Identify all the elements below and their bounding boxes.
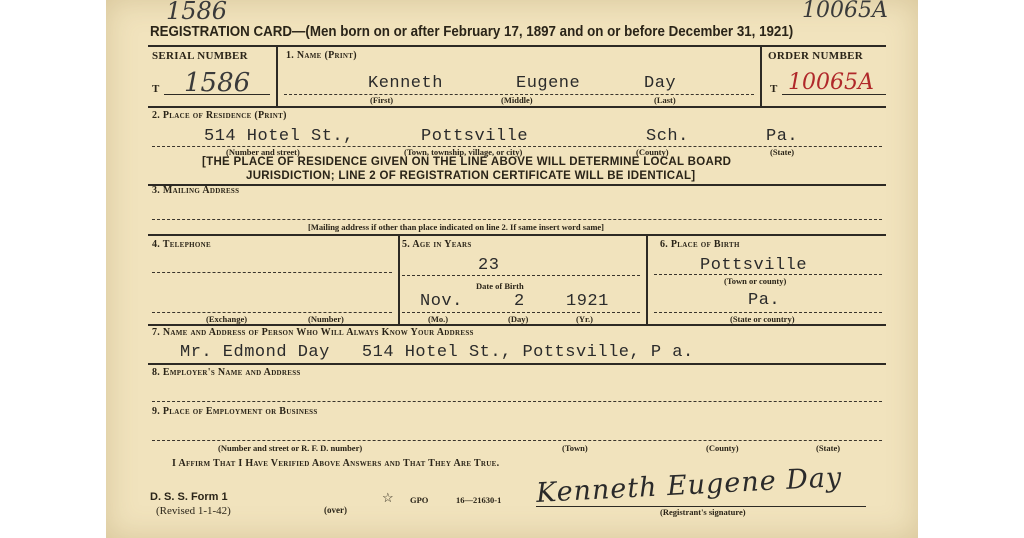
residence-county: Sch. bbox=[646, 127, 689, 146]
divider bbox=[148, 324, 886, 326]
mailing-label: 3. Mailing Address bbox=[152, 185, 240, 196]
divider bbox=[654, 312, 882, 313]
name-middle: Eugene bbox=[516, 74, 581, 93]
divider bbox=[782, 94, 886, 95]
gpo-number: 16—21630-1 bbox=[456, 495, 502, 505]
form-number: D. S. S. Form 1 bbox=[150, 491, 228, 503]
age-value: 23 bbox=[478, 256, 500, 275]
dob-day-caption: (Day) bbox=[508, 314, 529, 324]
divider bbox=[152, 312, 392, 313]
dob-day: 2 bbox=[514, 292, 525, 311]
name-first: Kenneth bbox=[368, 74, 443, 93]
employment-town-caption: (Town) bbox=[562, 443, 588, 453]
serial-value: 1586 bbox=[184, 68, 251, 98]
employment-county-caption: (County) bbox=[706, 443, 739, 453]
birthplace-town: Pottsville bbox=[700, 256, 808, 275]
handwritten-order-top: 10065A bbox=[802, 0, 888, 23]
divider bbox=[398, 234, 400, 324]
name-first-caption: (First) bbox=[370, 95, 394, 105]
divider bbox=[152, 272, 392, 273]
name-middle-caption: (Middle) bbox=[501, 95, 533, 105]
birthplace-state-caption: (State or country) bbox=[730, 314, 795, 324]
employment-street-caption: (Number and street or R. F. D. number) bbox=[218, 443, 363, 453]
residence-county-caption: (County) bbox=[636, 147, 669, 157]
telephone-exchange-caption: (Exchange) bbox=[206, 314, 248, 324]
employment-label: 9. Place of Employment or Business bbox=[152, 406, 318, 417]
contact-label: 7. Name and Address of Person Who Will Always Know Your Address bbox=[152, 327, 474, 338]
over-note: (over) bbox=[324, 505, 347, 515]
divider bbox=[148, 234, 886, 236]
dob-label: Date of Birth bbox=[476, 281, 524, 291]
telephone-label: 4. Telephone bbox=[152, 239, 211, 250]
divider bbox=[646, 234, 648, 324]
contact-value: Mr. Edmond Day 514 Hotel St., Pottsville, P a. bbox=[180, 343, 694, 362]
star-icon: ☆ bbox=[382, 490, 394, 505]
residence-street: 514 Hotel St., bbox=[204, 127, 354, 146]
handwritten-serial-top: 1586 bbox=[166, 0, 228, 25]
order-label: ORDER NUMBER bbox=[768, 50, 863, 62]
card-title-row bbox=[150, 24, 793, 40]
registrant-signature: Kenneth Eugene Day bbox=[535, 462, 843, 509]
order-prefix: T bbox=[770, 83, 778, 95]
telephone-number-caption: (Number) bbox=[308, 314, 344, 324]
affirmation: I Affirm That I Have Verified Above Answers and That They Are True. bbox=[172, 458, 500, 469]
registration-card bbox=[106, 0, 918, 538]
residence-label: 2. Place of Residence (Print) bbox=[152, 110, 287, 121]
birthplace-label: 6. Place of Birth bbox=[660, 239, 740, 250]
form-revised: (Revised 1-1-42) bbox=[156, 505, 231, 517]
residence-note-1: [THE PLACE OF RESIDENCE GIVEN ON THE LINE ABOVE WILL DETERMINE LOCAL BOARD bbox=[202, 156, 732, 168]
name-last-caption: (Last) bbox=[654, 95, 676, 105]
age-label: 5. Age in Years bbox=[402, 239, 472, 250]
gpo-mark: GPO bbox=[410, 495, 429, 505]
divider bbox=[148, 184, 886, 186]
divider bbox=[760, 45, 762, 107]
dob-month: Nov. bbox=[420, 292, 463, 311]
divider bbox=[152, 440, 882, 441]
divider bbox=[402, 275, 640, 276]
serial-label: SERIAL NUMBER bbox=[152, 50, 248, 62]
divider bbox=[152, 401, 882, 402]
divider bbox=[276, 45, 278, 107]
birthplace-town-caption: (Town or county) bbox=[724, 276, 787, 286]
signature-caption: (Registrant's signature) bbox=[660, 507, 746, 517]
divider bbox=[402, 312, 640, 313]
employer-label: 8. Employer's Name and Address bbox=[152, 367, 301, 378]
card-subtitle: —(Men born on or after February 17, 1897 and on or before December 31, 1921) bbox=[292, 24, 794, 40]
employment-state-caption: (State) bbox=[816, 443, 841, 453]
mailing-note: [Mailing address if other than place indicated on line 2. If same insert word same] bbox=[308, 222, 604, 232]
serial-prefix: T bbox=[152, 83, 160, 95]
divider bbox=[164, 94, 270, 95]
divider bbox=[148, 45, 886, 47]
dob-year: 1921 bbox=[566, 292, 609, 311]
card-title: REGISTRATION CARD bbox=[150, 24, 293, 40]
dob-month-caption: (Mo.) bbox=[428, 314, 449, 324]
name-last: Day bbox=[644, 74, 677, 93]
residence-note-2: JURISDICTION; LINE 2 OF REGISTRATION CERTIFICATE WILL BE IDENTICAL] bbox=[246, 170, 696, 182]
divider bbox=[152, 219, 882, 220]
name-label: 1. Name (Print) bbox=[286, 50, 357, 61]
residence-street-caption: (Number and street) bbox=[226, 147, 300, 157]
residence-town: Pottsville bbox=[421, 127, 529, 146]
dob-year-caption: (Yr.) bbox=[576, 314, 593, 324]
residence-state-caption: (State) bbox=[770, 147, 795, 157]
divider bbox=[654, 274, 882, 275]
divider bbox=[148, 363, 886, 365]
residence-town-caption: (Town, township, village, or city) bbox=[404, 147, 523, 157]
order-value: 10065A bbox=[788, 70, 874, 95]
birthplace-state: Pa. bbox=[748, 291, 781, 310]
divider bbox=[148, 106, 886, 108]
residence-state: Pa. bbox=[766, 127, 799, 146]
